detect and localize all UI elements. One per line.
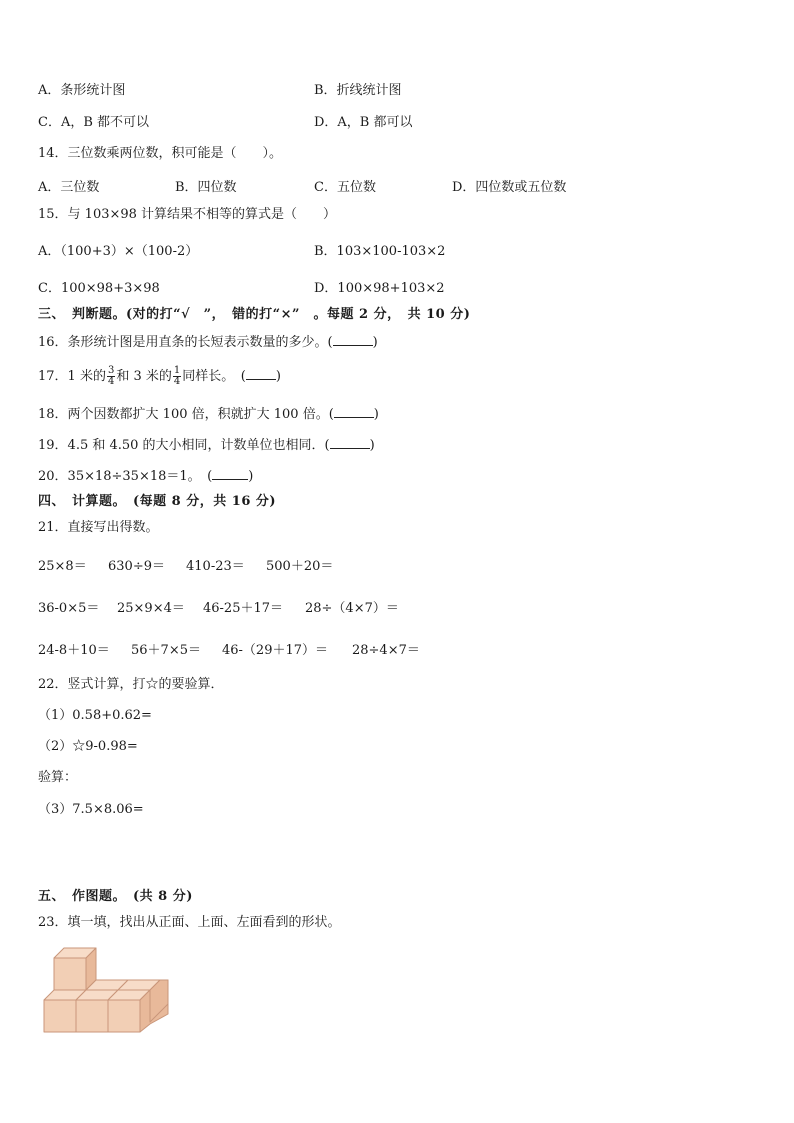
q22-stem: 22．竖式计算，打☆的要验算． bbox=[38, 677, 224, 692]
q15-option-d: D．100×98+103×2 bbox=[314, 281, 445, 296]
cube-front-face bbox=[44, 1000, 76, 1032]
q17 bbox=[38, 366, 281, 388]
q16-close: ) bbox=[372, 335, 378, 350]
q13-option-a: A．条形统计图 bbox=[38, 83, 126, 98]
q23-stem: 23．填一填，找出从正面、上面、左面看到的形状。 bbox=[38, 915, 341, 930]
section-3-heading: 三、 判断题。(对的打“√ ”， 错的打“×” 。每题 2 分， 共 10 分) bbox=[38, 307, 471, 322]
q17-text-2: 和 3 米的 bbox=[116, 369, 172, 384]
section-5-heading: 五、 作图题。 (共 8 分) bbox=[38, 889, 193, 904]
q17-close: ) bbox=[275, 369, 281, 384]
q14-option-d: D．四位数或五位数 bbox=[452, 180, 567, 195]
q16 bbox=[38, 333, 378, 352]
q17-text-3: 同样长。 ( bbox=[182, 369, 246, 384]
q15-option-c: C．100×98+3×98 bbox=[38, 281, 160, 296]
calc-item: 25×9×4＝ bbox=[117, 601, 185, 616]
q18-text: 18．两个因数都扩大 100 倍，积就扩大 100 倍。( bbox=[38, 407, 334, 422]
q18 bbox=[38, 405, 379, 424]
q15-stem: 15．与 103×98 计算结果不相等的算式是（ ） bbox=[38, 207, 337, 222]
answer-blank bbox=[246, 367, 276, 380]
answer-blank bbox=[333, 333, 373, 346]
calc-item: 500＋20＝ bbox=[266, 559, 334, 574]
calc-item: 28÷（4×7）＝ bbox=[305, 601, 399, 616]
calc-item: 56＋7×5＝ bbox=[131, 643, 201, 658]
fraction-one-quarter bbox=[173, 366, 181, 387]
calc-item: 46-25＋17＝ bbox=[203, 601, 284, 616]
q14-stem: 14．三位数乘两位数，积可能是（ ）。 bbox=[38, 146, 283, 161]
q18-close: ) bbox=[373, 407, 379, 422]
q13-option-b: B．折线统计图 bbox=[314, 83, 402, 98]
calc-item: 46-（29＋17）＝ bbox=[222, 643, 329, 658]
cube-stack-figure bbox=[40, 944, 172, 1036]
fraction-numerator: 1 bbox=[173, 365, 181, 376]
fraction-denominator: 4 bbox=[173, 376, 181, 387]
q20-text: 20．35×18÷35×18＝1。 ( bbox=[38, 469, 213, 484]
answer-blank bbox=[334, 405, 374, 418]
q22-part-3: （3）7.5×8.06= bbox=[38, 802, 144, 817]
cube-front-face bbox=[76, 1000, 108, 1032]
q21-stem: 21．直接写出得数。 bbox=[38, 520, 159, 535]
q13-option-d: D．A，B 都可以 bbox=[314, 115, 413, 130]
fraction-denominator: 4 bbox=[107, 376, 115, 387]
q22-check-label: 验算： bbox=[38, 770, 78, 785]
q20 bbox=[38, 467, 253, 486]
q22-part-2: （2）☆9-0.98= bbox=[38, 739, 138, 754]
fraction-numerator: 3 bbox=[107, 365, 115, 376]
calc-item: 25×8＝ bbox=[38, 559, 87, 574]
fraction-three-quarters bbox=[107, 366, 115, 387]
q14-option-a: A．三位数 bbox=[38, 180, 100, 195]
cube-front-face bbox=[108, 1000, 140, 1032]
q19 bbox=[38, 436, 375, 455]
q16-text: 16．条形统计图是用直条的长短表示数量的多少。( bbox=[38, 335, 333, 350]
q22-part-1: （1）0.58+0.62= bbox=[38, 708, 152, 723]
q15-option-a: A．（100+3）×（100-2） bbox=[38, 244, 199, 259]
calc-item: 36-0×5＝ bbox=[38, 601, 100, 616]
q20-close: ) bbox=[248, 469, 254, 484]
calc-item: 28÷4×7＝ bbox=[352, 643, 420, 658]
answer-blank bbox=[212, 467, 248, 480]
q14-option-b: B．四位数 bbox=[175, 180, 237, 195]
q15-option-b: B．103×100-103×2 bbox=[314, 244, 446, 259]
q14-option-c: C．五位数 bbox=[314, 180, 376, 195]
q17-text-1: 17．1 米的 bbox=[38, 369, 106, 384]
answer-blank bbox=[330, 436, 370, 449]
q13-option-c: C．A，B 都不可以 bbox=[38, 115, 150, 130]
calc-item: 24-8＋10＝ bbox=[38, 643, 110, 658]
cube-front-face bbox=[54, 958, 86, 990]
q19-close: ) bbox=[369, 438, 375, 453]
q19-text: 19．4.5 和 4.50 的大小相同，计数单位也相同．( bbox=[38, 438, 330, 453]
section-4-heading: 四、 计算题。 (每题 8 分，共 16 分) bbox=[38, 494, 277, 509]
calc-item: 410-23＝ bbox=[186, 559, 245, 574]
calc-item: 630÷9＝ bbox=[108, 559, 165, 574]
